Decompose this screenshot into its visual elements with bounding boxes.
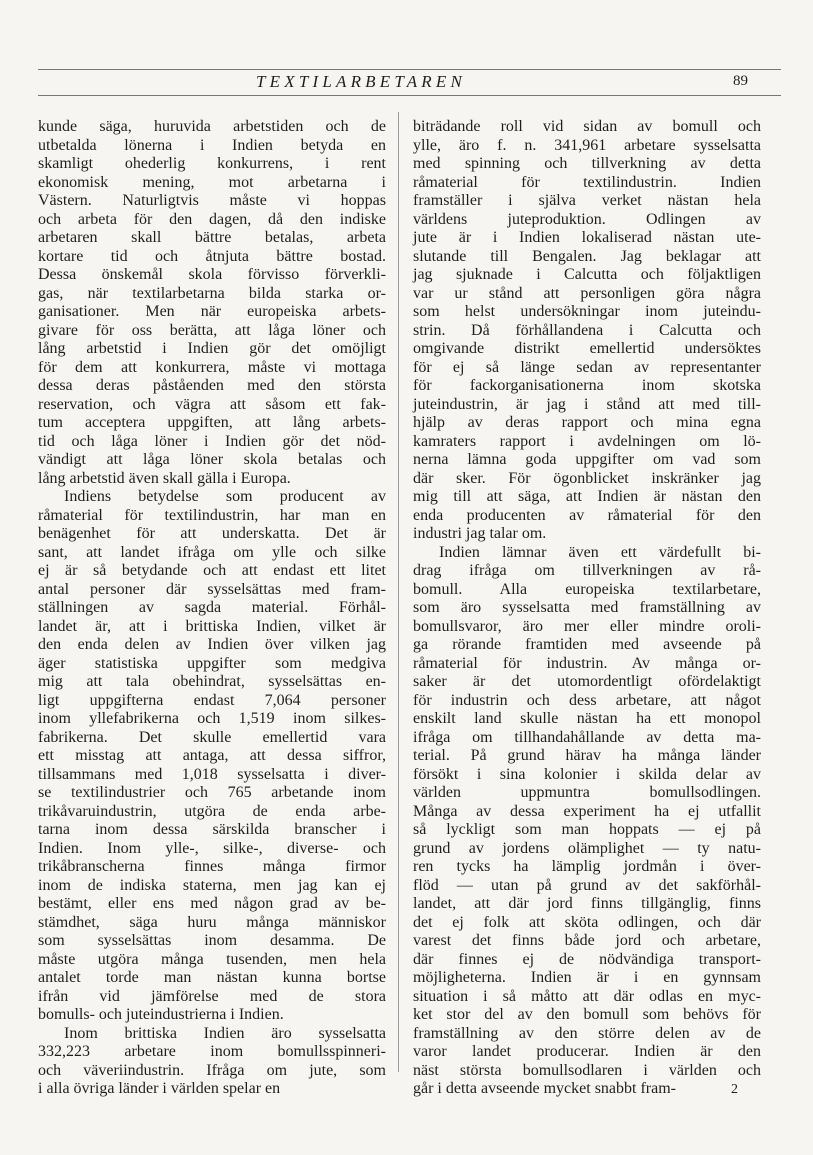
text-line: bomull. Alla europeiska textilarbetare, (413, 580, 761, 598)
text-line: enda producenten av råmaterial för den (413, 506, 761, 524)
text-line: vändigt att låga löner skola betalas och (38, 451, 386, 468)
text-line: fabrikerna. Det skulle emellertid vara (38, 728, 386, 746)
running-head (0, 72, 813, 94)
text-line: stämdhet, säga huru många människor (38, 913, 386, 931)
header-rule-top (38, 69, 781, 70)
text-line: Många av dessa experiment ha ej utfallit (413, 802, 761, 820)
text-line: ej är så betydande och att endast ett litet (38, 562, 386, 579)
text-line: se textilindustrier och 765 arbetande inom (38, 784, 386, 801)
text-line: industri jag talar om. (413, 525, 547, 542)
text-line: ga rörande framtiden med avseende på (413, 636, 761, 653)
text-line: trikåvaruindustrin, utgöra de enda arbe- (38, 802, 386, 820)
text-line: arbetaren skall bättre betalas, arbeta (38, 229, 386, 246)
text-line: ligt uppgifterna endast 7,064 personer (38, 691, 386, 709)
text-line: råmaterial för textilindustrin. Indien (413, 173, 761, 191)
text-line: biträdande roll vid sidan av bomull och (413, 118, 761, 135)
signature-mark: 2 (731, 1082, 738, 1097)
text-line: ifråga om tillhandahållande av detta ma- (413, 728, 761, 746)
text-line: som helst undersökningar inom juteindu- (413, 303, 761, 320)
text-line: gas, när textilarbetarna bilda starka or- (38, 284, 386, 302)
text-line: skamligt ohederlig konkurrens, i rent (38, 155, 386, 172)
text-line: ifrån vid jämförelse med de stora (38, 987, 386, 1005)
text-line: näst största bomullsodlaren i världen och (413, 1061, 761, 1079)
text-line: juteindustrin, är jag i stånd att med till- (413, 395, 761, 413)
right-column (413, 118, 761, 1099)
text-line: givare för oss berätta, att låga löner och (38, 321, 386, 339)
text-line: omgivande distrikt emellertid undersöktes (413, 340, 761, 357)
text-line: grund av jordens olämplighet — ty natu- (413, 839, 761, 857)
text-line: enskilt land skulle nästan ha ett monopol (413, 710, 761, 727)
text-line: råmaterial för textilindustrin, har man en (38, 506, 386, 524)
text-line: Västern. Naturligtvis måste vi hoppas (38, 192, 386, 209)
text-line: i alla övriga länder i världen spelar en (38, 1080, 281, 1097)
header-rule-bottom (38, 95, 781, 96)
text-line: tum acceptera uppgiften, att lång arbets- (38, 414, 386, 431)
text-line: slutande till Bengalen. Jag beklagar att (413, 247, 761, 265)
text-line: världen uppmuntra bomullsodlingen. (413, 784, 761, 801)
text-line: som sysselsättas inom desamma. De (38, 932, 386, 949)
text-line: situation i så måtto att där odlas en myc- (413, 987, 761, 1005)
text-line: bestämt, eller ens med någon grad av be- (38, 895, 386, 912)
text-line: flöd — utan på grund av det sakförhål- (413, 876, 761, 894)
text-line: äger statistiska uppgifter som medgiva (38, 654, 386, 672)
text-line: och arbeta för den dagen, då den indiske (38, 210, 386, 228)
text-line: ställningen av sagda material. Förhål- (38, 599, 386, 616)
text-line: drag ifråga om tillverkningen av rå- (413, 562, 761, 579)
text-line: saker är det utomordentligt ofördelaktigt (413, 673, 761, 690)
text-line: varest det finns både jord och arbetare, (413, 932, 761, 949)
text-line: där finnes ej de nödvändiga transport- (413, 950, 761, 968)
text-line: lång arbetstid i Indien gör det omöjligt (38, 340, 386, 357)
text-line: för industrin och dess arbetare, att något (413, 691, 761, 709)
text-line: terial. På grund härav ha många länder (413, 747, 761, 764)
running-title: TEXTILARBETAREN (256, 72, 467, 91)
text-line: tarna inom dessa särskilda branscher i (38, 821, 386, 838)
text-line: ket stor del av den bomull som behövs för (413, 1006, 761, 1023)
text-line: utbetalda lönerna i Indien betyda en (38, 136, 386, 154)
column-divider (398, 112, 399, 1072)
text-line: framställning av den större delen av de (413, 1024, 761, 1042)
text-line: för fackorganisationerna inom skotska (413, 377, 761, 394)
text-line: bomullsvaror, äro mer eller mindre oroli- (413, 617, 761, 635)
text-line: nerna lämna goda uppgifter om vad som (413, 451, 761, 468)
text-line: ylle, äro f. n. 341,961 arbetare sysselsatta (413, 136, 761, 154)
text-line: Indien. Inom ylle-, silke-, diverse- och (38, 839, 386, 857)
text-line: världens juteproduktion. Odlingen av (413, 210, 761, 228)
text-line: mig till att säga, att Indien är nästan den (413, 488, 761, 505)
text-line: som äro sysselsatta med framställning av (413, 599, 761, 616)
text-line: den enda delen av Indien över vilken jag (38, 636, 386, 653)
text-line: går i detta avseende mycket snabbt fram- (413, 1080, 676, 1097)
text-line: jute är i Indien lokaliserad nästan ute- (413, 229, 761, 246)
text-line: antalet torde man nästan kunna bortse (38, 969, 386, 986)
text-line: Indien lämnar även ett värdefullt bi- (439, 543, 761, 561)
text-line: sant, att landet ifråga om ylle och silke (38, 543, 386, 561)
text-line: Dessa önskemål skola förvisso förverkli- (38, 266, 386, 283)
text-line: försökt i sina kolonier i skilda delar av (413, 765, 761, 783)
text-line: var ur stånd att personligen göra några (413, 284, 761, 302)
text-line: reservation, och vägra att såsom ett fak- (38, 395, 386, 413)
text-line: landet, att där jord finns tillgänglig, finns (413, 895, 761, 912)
text-line: inom de indiska staterna, men jag kan ej (38, 876, 386, 894)
text-line: hjälp av deras rapport och mina egna (413, 414, 761, 431)
text-line: kamraters rapport i avdelningen om lö- (413, 432, 761, 450)
left-column (38, 118, 386, 1099)
text-line: trikåbranscherna finnes många firmor (38, 858, 386, 875)
text-line: kunde säga, huruvida arbetstiden och de (38, 118, 386, 135)
text-line: ganisationer. Men när europeiska arbets- (38, 303, 386, 320)
text-line: benägenhet för att underskatta. Det är (38, 525, 386, 542)
text-line: lång arbetstid även skall gälla i Europa. (38, 469, 291, 487)
text-line: varor landet producerar. Indien är den (413, 1043, 761, 1060)
text-line: för dem att konkurrera, måste vi mottaga (38, 358, 386, 376)
text-line: så lyckligt som man hoppats — ej på (413, 821, 761, 838)
text-line: råmaterial för industrin. Av många or- (413, 654, 761, 672)
text-line: ren tycks ha lämplig jordmån i över- (413, 858, 761, 875)
text-line: mig att tala obehindrat, sysselsättas en- (38, 673, 386, 690)
text-line: jag sjuknade i Calcutta och följaktligen (413, 266, 761, 283)
text-line: måste utgöra många tusenden, men hela (38, 950, 386, 968)
text-line: strin. Då förhållandena i Calcutta och (413, 321, 761, 339)
text-line: Indiens betydelse som producent av (64, 488, 386, 505)
text-line: tid och låga löner i Indien gör det nöd- (38, 432, 386, 450)
page-number: 89 (733, 73, 748, 89)
text-line: ekonomisk mening, mot arbetarna i (38, 173, 386, 191)
text-line: framställer i själva verket nästan hela (413, 192, 761, 209)
text-line: landet är, att i brittiska Indien, vilket är (38, 617, 386, 635)
text-line: med spinning och tillverkning av detta (413, 155, 761, 172)
text-line: ett misstag att antaga, att dessa siffror, (38, 747, 386, 764)
text-line: Inom brittiska Indien äro sysselsatta (64, 1024, 386, 1042)
text-line: kortare tid och åtnjuta bättre bostad. (38, 247, 386, 265)
text-line: antal personer där sysselsättas med fram- (38, 580, 386, 598)
text-line: tillsammans med 1,018 sysselsatta i diver- (38, 765, 386, 783)
text-line: bomulls- och juteindustrierna i Indien. (38, 1006, 284, 1023)
text-line: där sker. För ögonblicket inskränker jag (413, 469, 761, 487)
text-line: för ej så länge sedan av representanter (413, 358, 761, 376)
text-line: dessa deras påståenden med den största (38, 377, 386, 394)
text-line: inom yllefabrikerna och 1,519 inom silkes- (38, 710, 386, 727)
text-line: det ej folk att sköta odlingen, och där (413, 913, 761, 931)
text-line: 332,223 arbetare inom bomullsspinneri- (38, 1043, 386, 1060)
text-line: möjligheterna. Indien är i en gynnsam (413, 969, 761, 986)
text-line: och väveriindustrin. Ifråga om jute, som (38, 1061, 386, 1079)
